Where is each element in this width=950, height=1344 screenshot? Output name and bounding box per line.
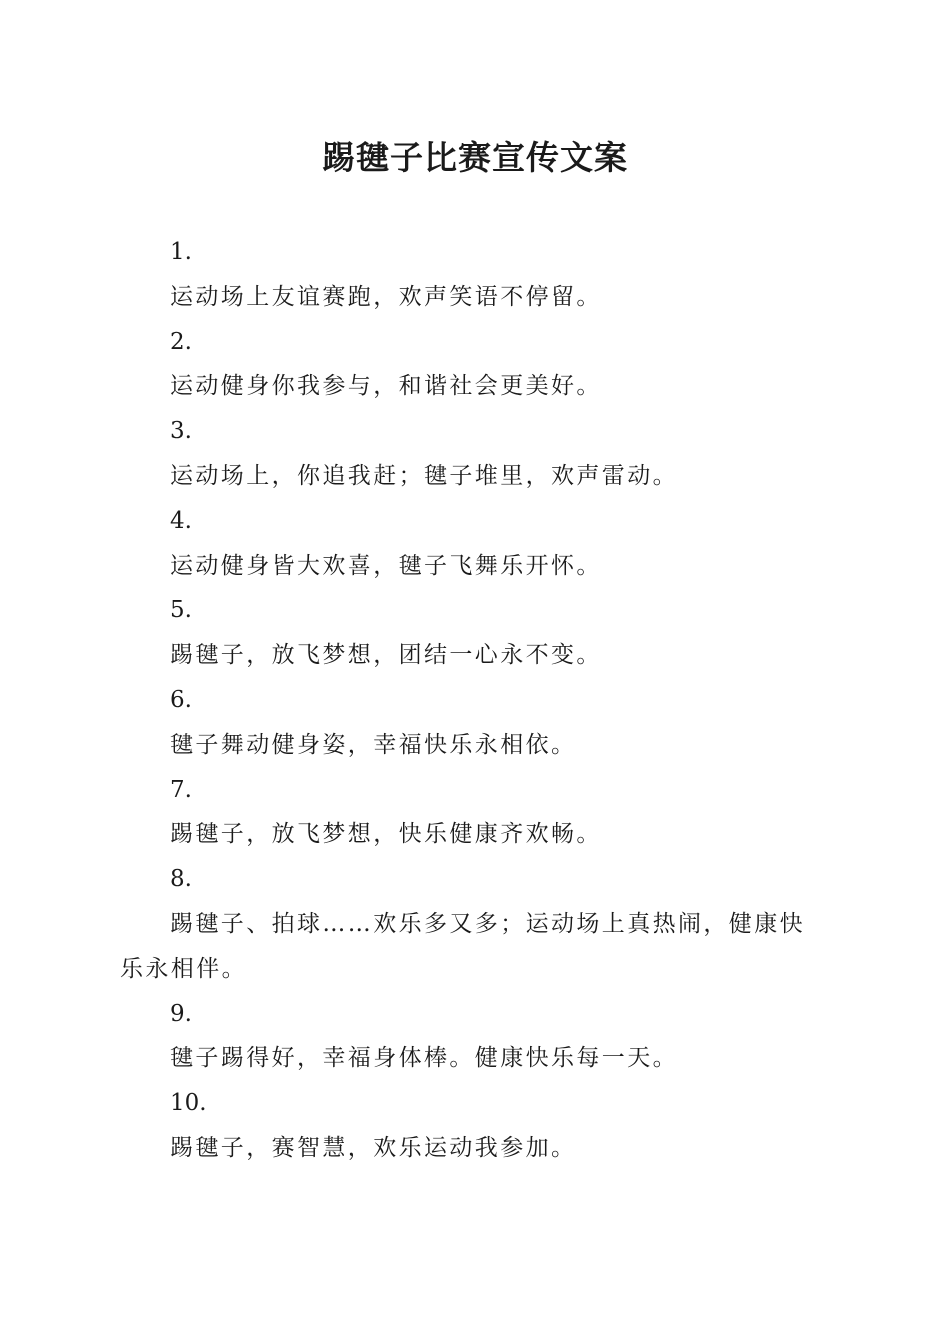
item-number: 10. — [170, 1090, 207, 1117]
item-text: 运动健身皆大欢喜，毽子飞舞乐开怀。 — [170, 552, 602, 579]
item-text: 运动场上，你追我赶；毽子堆里，欢声雷动。 — [170, 462, 678, 489]
item-text: 踢毽子，放飞梦想，快乐健康齐欢畅。 — [170, 821, 602, 848]
item-number: 6. — [170, 686, 192, 713]
item-text: 踢毽子，放飞梦想，团结一心永不变。 — [170, 642, 602, 669]
item-number: 4. — [170, 507, 192, 534]
item-number: 9. — [170, 1000, 192, 1027]
item-number: 7. — [170, 776, 192, 803]
item-number: 5. — [170, 597, 192, 624]
document-title: 踢毽子比赛宣传文案 — [322, 138, 628, 177]
item-text: 踢毽子，赛智慧，欢乐运动我参加。 — [170, 1134, 577, 1161]
document-body — [120, 230, 830, 1171]
item-text: 毽子舞动健身姿，幸福快乐永相依。 — [170, 731, 577, 758]
item-text: 踢毽子、拍球……欢乐多又多；运动场上真热闹，健康快乐永相伴。 — [120, 910, 805, 982]
item-number: 2. — [170, 328, 192, 355]
item-number: 1. — [170, 239, 192, 265]
item-text: 毽子踢得好，幸福身体棒。健康快乐每一天。 — [170, 1045, 678, 1072]
item-number: 8. — [170, 866, 192, 893]
item-text: 运动健身你我参与，和谐社会更美好。 — [170, 373, 602, 400]
item-number: 3. — [170, 418, 192, 445]
item-text: 运动场上友谊赛跑，欢声笑语不停留。 — [170, 283, 602, 310]
